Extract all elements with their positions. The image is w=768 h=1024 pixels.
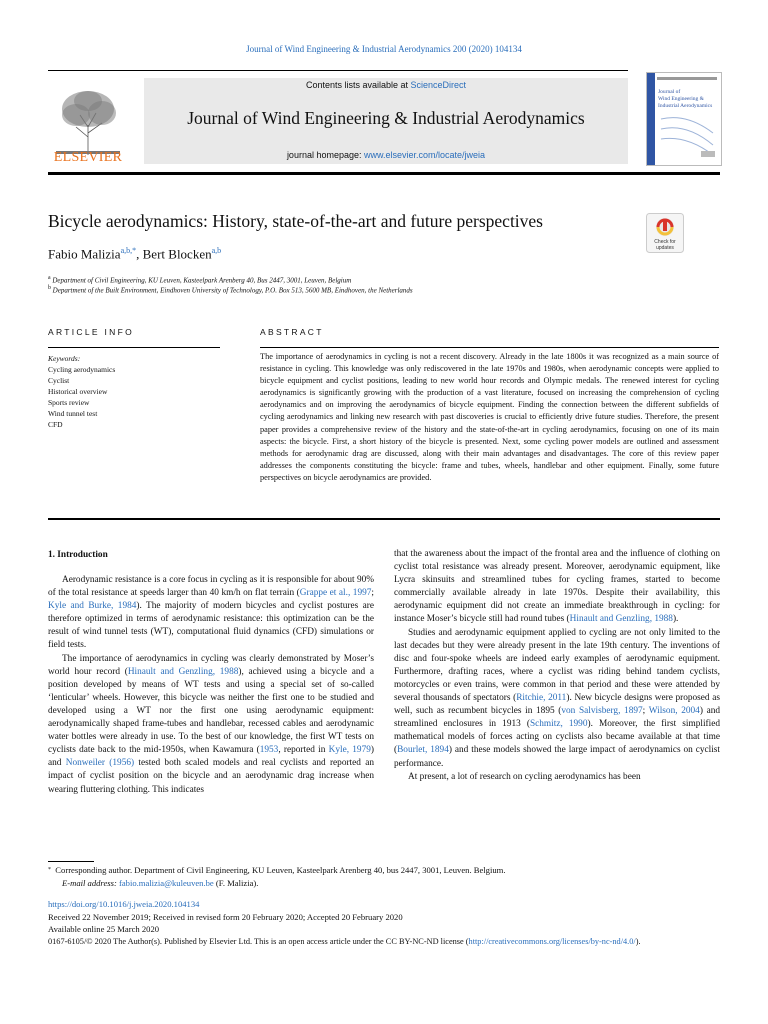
keyword-item: Cyclist <box>48 376 70 385</box>
email-note: E-mail address: fabio.malizia@kuleuven.be (F. Malizia). <box>62 878 259 888</box>
citation-link[interactable]: 1953 <box>259 745 279 756</box>
header-thick-rule <box>48 172 720 175</box>
affiliation-a: $^a$ Department of Civil Engineering, KU Leuven, Kasteelpark Arenberg 40, Bus 2447, 3001, Leuven, Belgium <box>48 275 352 285</box>
keywords-block <box>48 353 115 430</box>
doi-link[interactable]: https://doi.org/10.1016/j.jweia.2020.104134 <box>48 899 200 909</box>
body-paragraph: At present, a lot of research on cycling aerodynamics has been <box>408 771 641 782</box>
available-online: Available online 25 March 2020 <box>48 924 160 934</box>
cover-title-line-3: Industrial Aerodynamics <box>658 103 713 109</box>
author-affiliation-mark[interactable]: a,b,* <box>120 246 137 255</box>
body-paragraph: Aerodynamic resistance is a core focus in cycling as it is responsible for about 90% of the total resistance at speeds larger than 40 km/h on flat terrain (Grappe et al., 1997; Kyle and Burke, 1984). The majority of modern bicycles and cyclist postures are therefore optimized in terms of aerodynamic resistance: this optimization can be the result of wind tunnel tests (WT), computational fluid dynamics (CFD) simulations or field tests. <box>48 575 374 651</box>
corresponding-author-note: * Corresponding author. Department of Civil Engineering, KU Leuven, Kasteelpark Arenberg 40, bus 2447, 3001, Leuven. Belgium. <box>48 865 506 875</box>
header-rule <box>48 70 628 71</box>
journal-title: Journal of Wind Engineering & Industrial Aerodynamics <box>187 108 585 128</box>
author-name[interactable]: Bert Blocken <box>142 246 212 262</box>
citation-link[interactable]: Wilson, 2004 <box>648 706 700 717</box>
cover-art <box>647 73 721 165</box>
citation-link[interactable]: Kyle, 1979 <box>328 745 371 756</box>
cover-title-line-1: Journal of <box>658 89 681 95</box>
abstract-text: The importance of aerodynamics in cycling is not a recent discovery. Already in the late 1800s it was recognized as a main source of resistance in cycling. This knowledge was only rediscovered in the late 1970s and 1980s, when aerodynamic concepts were applied to bicycle equipment and cyclist positions, leading to new world hour records and Olympic medals. The renewed interest for cycling aerodynamics is significantly growing with the production of a vast literature, focused on increasing the comprehension of cycling aerodynamics and on improving the aerodynamics of bicycle equipment. Finding the connection between the different subfields of cycling aerodynamics and linking new research with past discoveries is crucial to efficiently drive future studies. Therefore, the present paper provides a comprehensive review of the history and the state-of-the-art in cycling aerodynamics, focusing on one of its main aspects: the bicycle. First, a short history of the bicycle is presented. Next, some cycling power models are outlined and assessment methods for aerodynamic drag are discussed, along with their main advantages and disadvantages. The core of this review paper addresses the components constituting the bicycle: frame and tubes, wheels, handlebar and other equipment. Finally, some future perspectives on bicycle aerodynamics are provided. <box>260 352 719 482</box>
keyword-item: Historical overview <box>48 387 108 396</box>
body-paragraph: that the awareness about the impact of the frontal area and the influence of clothing on cyclist total resistance was already present. Moreover, aerodynamic equipment, like Lycra skinsuits and streamlined tubes for cycling frames, started to become commercially available already in late 1970s. Despite their availability, this aerodynamic equipment did not create an immediate breakthrough in cycling: for instance Moser’s bicycle still had round tubes (Hinault and Genzling, 1988). <box>394 549 720 625</box>
contents-line: Contents lists available at ScienceDirect <box>305 80 467 90</box>
body-column-left <box>48 574 374 797</box>
article-info-heading: ARTICLE INFO <box>48 327 135 337</box>
journal-reference[interactable]: Journal of Wind Engineering & Industrial Aerodynamics 200 (2020) 104134 <box>246 44 522 54</box>
check-updates-label: Check for updates <box>654 239 676 251</box>
introduction-heading: 1. Introduction <box>48 550 108 560</box>
author-list: Fabio Malizia$^{a,b,*}$, Bert Blocken$^{a,b}$ <box>48 246 222 262</box>
email-link[interactable]: fabio.malizia@kuleuven.be <box>118 878 214 888</box>
keyword-item: CFD <box>48 420 63 429</box>
citation-link[interactable]: von Salvisberg, 1897 <box>561 706 643 717</box>
cover-title-line-2: Wind Engineering & <box>658 96 704 102</box>
citation-link[interactable]: Nonweiler (1956) <box>65 758 135 769</box>
abstract-bottom-rule <box>48 518 720 520</box>
publisher-name: ELSEVIER <box>53 150 123 165</box>
citation-link[interactable]: Schmitz, 1990 <box>529 719 588 730</box>
citation-link[interactable]: Hinault and Genzling, 1988 <box>127 666 239 677</box>
keyword-item: Cycling aerodynamics <box>48 365 116 374</box>
author-affiliation-mark[interactable]: a,b <box>211 246 222 255</box>
footnote-rule <box>48 861 94 862</box>
citation-link[interactable]: Ritchie, 2011 <box>516 693 567 704</box>
citation-link[interactable]: Kyle and Burke, 1984 <box>48 601 137 612</box>
citation-link[interactable]: Bourlet, 1894 <box>397 745 449 756</box>
keyword-item: Wind tunnel test <box>48 409 98 418</box>
body-column-right <box>394 548 720 784</box>
homepage-line: journal homepage: www.elsevier.com/locate/jweia <box>286 150 486 160</box>
body-paragraph: Studies and aerodynamic equipment applied to cycling are not only limited to the last decades but they were already present in the late 19th century. The inventions of disc and four-spoke wheels are indeed early examples of aerodynamic equipment. Furthermore, drafting races, where a cyclist was riding behind tandem cyclists, motorcycles or even trains, were common in that period and these were attended by several thousands of spectators (Ritchie, 2011). New bicycle designs were proposed as well, such as recumbent bicycles in 1895 (von Salvisberg, 1897; Wilson, 2004) and streamlined enclosures in 1913 (Schmitz, 1990). Moreover, the first simplified mathematical models of forces acting on cyclists also became available at that time (Bourlet, 1894) and these models showed the large impact of aerodynamics on cyclist performance. <box>394 627 721 769</box>
abstract-heading: ABSTRACT <box>260 327 324 337</box>
received-dates: Received 22 November 2019; Received in revised form 20 February 2020; Accepted 20 February 2020 <box>48 912 403 922</box>
homepage-link[interactable]: www.elsevier.com/locate/jweia <box>364 150 486 160</box>
license-note: 0167-6105/© 2020 The Author(s). Published by Elsevier Ltd. This is an open access article under the CC BY-NC-ND license (http://creativecommons.org/licenses/by-nc-nd/4.0/). <box>48 937 641 946</box>
journal-cover-thumbnail[interactable] <box>646 72 722 166</box>
check-for-updates-badge[interactable] <box>646 213 684 253</box>
sciencedirect-link[interactable]: ScienceDirect <box>410 80 467 90</box>
keyword-item: Sports review <box>48 398 90 407</box>
license-link[interactable]: http://creativecommons.org/licenses/by-nc-nd/4.0/ <box>468 937 636 946</box>
citation-link[interactable]: Hinault and Genzling, 1988 <box>569 614 673 625</box>
article-title: Bicycle aerodynamics: History, state-of-the-art and future perspectives <box>48 211 543 231</box>
keywords-label: Keywords: <box>48 354 81 363</box>
affiliation-b: $^b$ Department of the Built Environment, Eindhoven University of Technology, P.O. Box 513, 5600 MB, Eindhoven, the Netherlands <box>48 285 413 295</box>
citation-link[interactable]: Grappe et al., 1997 <box>299 588 372 599</box>
article-info-rule <box>48 347 220 348</box>
abstract-rule <box>260 347 719 348</box>
body-paragraph: The importance of aerodynamics in cycling was clearly demonstrated by Moser’s world hour record (Hinault and Genzling, 1988), achieved using a bicycle and a position developed by means of WT tests and using a special set of so-called ‘lenticular’ wheels. However, this bicycle was neither the first one to be studied and developed using a WT nor the first one using aerodynamic equipment: aerodynamically shaped frame-tubes and handlebar, recessed cables and aerodynamic water bottles were already in use. To the best of our knowledge, the first WT tests on cyclists date back to the mid-1950s, when Kawamura (1953, reported in Kyle, 1979) and Nonweiler (1956) tested both scaled models and real cyclists and reported an impact of cyclist position on the bicycle and an aerodynamic drag increase when wearing fluttering clothing. This indicates <box>48 653 375 795</box>
author-name[interactable]: Fabio Malizia <box>48 246 121 262</box>
